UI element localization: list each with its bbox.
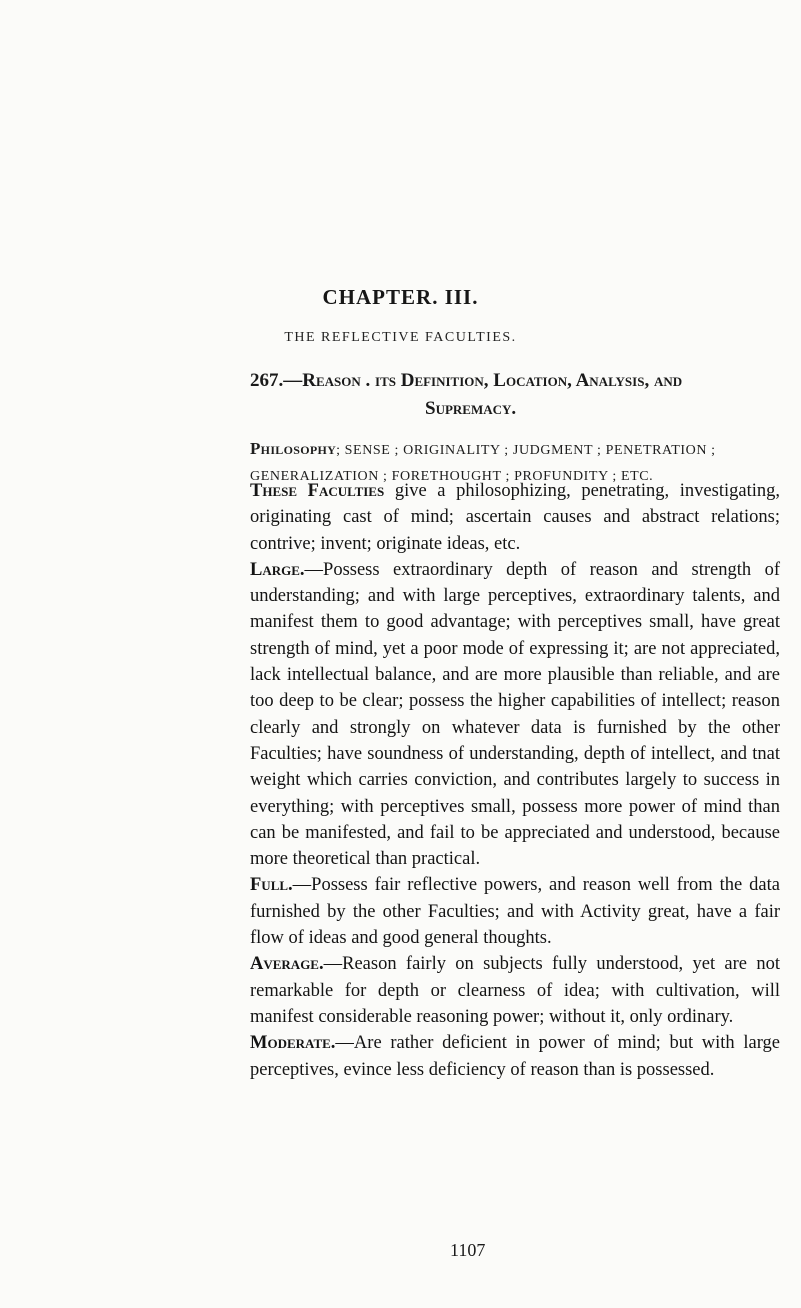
paragraph-lead: These Faculties <box>250 481 385 501</box>
chapter-title: CHAPTER. III. <box>322 285 479 309</box>
page-number: 1107 <box>450 1240 486 1260</box>
section-title-part2: Supremacy. <box>425 398 517 419</box>
keywords-rest: ; SENSE ; ORIGINALITY ; JUDGMENT ; PENETRATION ; GENERALIZATION ; FORETHOUGHT ; PROFUNDITY ; ETC. <box>250 443 716 484</box>
paragraph-intro <box>250 478 780 557</box>
paragraph-lead: Average. <box>250 954 324 975</box>
paragraph-large <box>250 557 780 873</box>
paragraph-lead: Large. <box>250 559 305 580</box>
paragraph-text: —Possess fair reflective powers, and reason well from the data furnished by the other Faculties; and with Activity great, have a fair flow of ideas and good general thoughts. <box>250 875 780 949</box>
paragraph-lead: Full. <box>250 875 293 896</box>
paragraph-text: —Possess extraordinary depth of reason and strength of understanding; and with large perceptives, extraordinary talents, and manifest them to good advantage; with perceptives small, have great strength of mind, yet a poor mode of expressing it; are not appreciated, lack intellectual balance, and are more plausible than reliable, and are too deep to be clear; possess the higher capabilities of intellect; reason clearly and strongly on whatever data is furnished by the other Faculties; have soundness of understanding, depth of intellect, and tnat weight which carries conviction, and contributes largely to success in everything; with perceptives small, possess more power of mind than can be manifested, and fail to be appreciated and understood, because more theoretical than practical. <box>250 559 780 870</box>
keywords-first: Philosophy <box>250 439 337 458</box>
paragraph-lead: Moderate. <box>250 1033 336 1054</box>
paragraph-full <box>250 872 780 951</box>
section-heading <box>250 367 770 423</box>
paragraph-text: give a philosophizing, penetrating, investigating, originating cast of mind; ascertain causes and abstract relations; contrive; invent; originate ideas, etc. <box>250 481 780 554</box>
paragraph-moderate <box>250 1030 780 1083</box>
paragraph-average <box>250 951 780 1030</box>
paragraph-text: —Reason fairly on subjects fully understood, yet are not remarkable for depth or clearness of idea; with cultivation, will manifest considerable reasoning power; without it, only ordinary. <box>250 954 780 1027</box>
section-title-part1: Reason . its Definition, Location, Analysis, and <box>302 370 683 391</box>
section-number: 267.— <box>250 370 303 391</box>
chapter-subtitle: THE REFLECTIVE FACULTIES. <box>284 330 517 345</box>
body-text <box>250 478 780 1083</box>
paragraph-text: —Are rather deficient in power of mind; but with large perceptives, evince less deficiency of reason than is possessed. <box>250 1033 780 1080</box>
